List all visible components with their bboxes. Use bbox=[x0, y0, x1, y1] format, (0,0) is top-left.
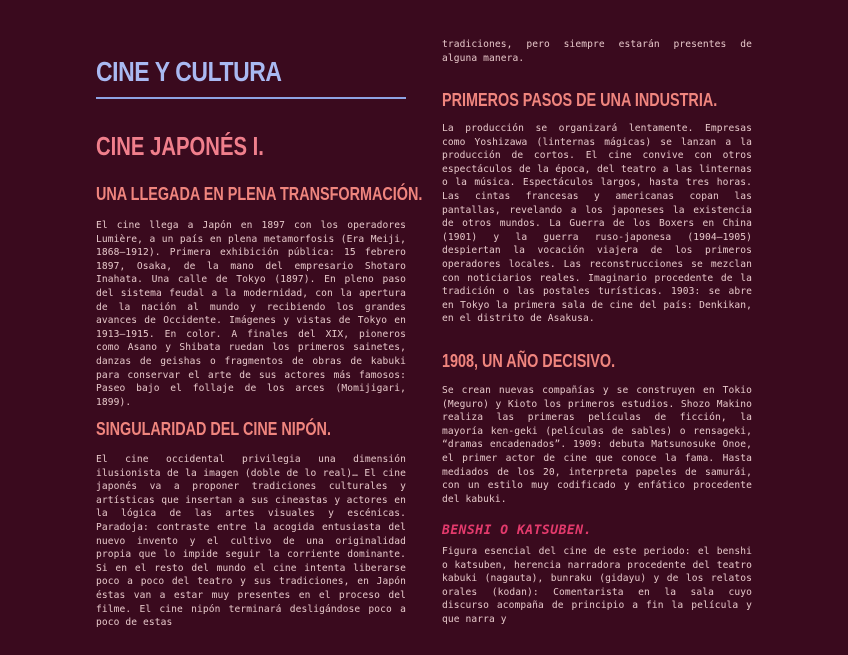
paragraph-llegada: El cine llega a Japón en 1897 con los operadores Lumière, a un país en plena metamorfosis (Era Meiji, 1868–1912). Primera exhibición pública: 15 febrero 1897, Osaka, de la mano del empresario Shotaro Inahata. Una calle de Tokyo (1897). En pleno paso del sistema feudal a la modernidad, con la apertura de la nación al mundo y recibiendo los grandes avances de Occidente. Imágenes y vistas de Tokyo en 1913–1915. En color. A finales del XIX, pioneros como Asano y Shibata ruedan los primeros sainetes, danzas de geishas o fragmentos de obras de kabuki para conservar el arte de sus actores más famosos: Paseo bajo el follaje de los arces (Momijigari, 1899). bbox=[96, 220, 406, 408]
heading-primeros-pasos: PRIMEROS PASOS DE UNA INDUSTRIA. bbox=[442, 90, 718, 110]
heading-1908: 1908, UN AÑO DECISIVO. bbox=[442, 351, 616, 371]
paragraph-1908: Se crean nuevas compañías y se construyen en Tokio (Meguro) y Kioto los primeros estudios. Shozo Makino realiza las primeras películas de ficción, la mayoría ken-geki (películas de sables) o rensageki, “dramas encadenados”. 1909: debuta Matsunosuke Onoe, el primer actor de cine que conoce la fama. Hasta mediados de los 20, interpreta papeles de samurái, con un estilo muy codificado y enfático procedente del kabuki. bbox=[442, 385, 752, 505]
heading-singularidad: SINGULARIDAD DEL CINE NIPÓN. bbox=[96, 419, 331, 439]
paragraph-benshi: Figura esencial del cine de este periodo: el benshi o katsuben, herencia narradora procedente del teatro kabuki (nagauta), bunraku (gidayu) y de los relatos orales (kodan): Comentarista en la sala cuyo discurso acompaña de principio a fin la película y que narra y bbox=[442, 546, 752, 625]
paragraph-primeros-pasos: La producción se organizará lentamente. Empresas como Yoshizawa (linternas mágicas) se lanzan a la producción de cortos. El cine convive con otros espectáculos de la época, del teatro a las linternas o la música. Espectáculos largos, hasta tres horas. Las cintas francesas y americanas copan las pantallas, revelando a los japoneses la existencia de otros mundos. La Guerra de los Boxers en China (1901) y la guerra ruso-japonesa (1904–1905) despiertan la vocación viajera de los primeros operadores locales. Las reconstrucciones se mezclan con noticiarios reales. Imaginario procedente de la tradición o las postales turísticas. 1903: se abre en Tokyo la primera sala de cine del país: Denkikan, en el distrito de Asakusa. bbox=[442, 123, 752, 325]
chapter-title: CINE JAPONÉS I. bbox=[96, 131, 264, 161]
section-divider bbox=[96, 97, 406, 99]
paragraph-singularidad: El cine occidental privilegia una dimensión ilusionista de la imagen (doble de lo real)… El cine japonés va a proponer tradiciones culturales y artísticas que insertan a sus cineastas y actores en la lógica de las artes visuales y escénicas. Paradoja: contraste entre la acogida entusiasta del nuevo invento y el cultivo de una originalidad propia que lo impide seguir la corriente dominante. Si en el resto del mundo el cine intenta liberarse poco a poco del teatro y sus tradiciones, en Japón éstas van a estar muy presentes en el proceso del filme. El cine nipón terminará desligándose poco a poco de estas bbox=[96, 454, 406, 629]
heading-benshi: BENSHI O KATSUBEN. bbox=[442, 523, 592, 538]
section-title: CINE Y CULTURA bbox=[96, 56, 282, 87]
paragraph-continuation: tradiciones, pero siempre estarán presentes de alguna manera. bbox=[442, 39, 752, 64]
heading-llegada: UNA LLEGADA EN PLENA TRANSFORMACIÓN. bbox=[96, 184, 423, 204]
